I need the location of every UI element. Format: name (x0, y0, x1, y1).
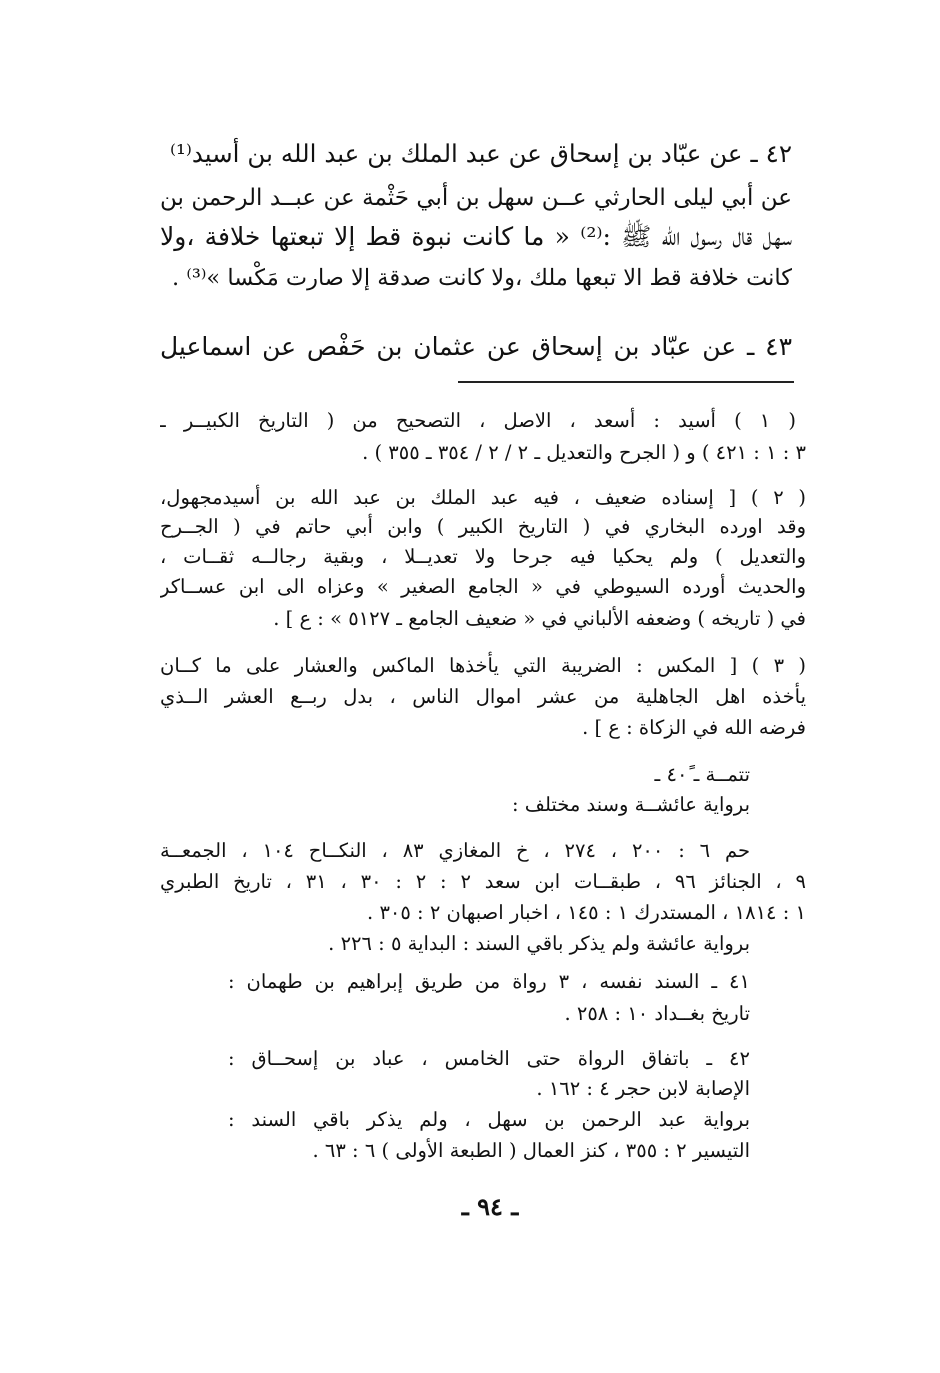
supplement-refs-line-3: ١ : ١٨١٤ ، المستدرك ١ : ١٤٥ ، اخبار اصبهان ٢ : ٣٠٥ . (367, 901, 806, 924)
page-number: ـ ٩٤ ـ (461, 1192, 519, 1221)
footnote-1-line-1: ( ١ ) أسيد : أسعد ، الاصل ، التصحيح من ( التاريخ الكبيــر ـ (160, 409, 796, 432)
hadith-42-line-4: كانت خلافة قط الا تبعها ملك ،ولا كانت صدقة إلا صارت مَكْسا »⁽³⁾ . (172, 265, 792, 291)
supplement-item-41-line-1: ٤١ً ـ السند نفسه ، ٣ رواة من طريق إبراهيم بن طهمان : (228, 970, 750, 993)
footnote-2-line-2: وقد اورده البخاري في ( التاريخ الكبير ) وابن أبي حاتم في ( الجــرح (160, 515, 806, 538)
supplement-refs-line-1: حم ٦ : ٢٠٠ ، ٢٧٤ ، خ المغازي ٨٣ ، النكــاح ١٠٤ ، الجمعــة (160, 839, 750, 862)
footnote-2-line-4: والحديث أورده السيوطي في « الجامع الصغير » وعزاه الى ابن عســاكر (160, 575, 806, 598)
hadith-43-line: ٤٣ً ـ عن عبّاد بن إسحاق عن عثمان بن حَفْص عن اسماعيل (160, 332, 792, 361)
footnote-3-line-3: فرضه الله في الزكاة : ع ] . (582, 716, 806, 739)
footnote-1-line-2: ٣ : ١ : ٤٢١ ) و ( الجرح والتعديل ـ ٢ / ٢ / ٣٥٤ ـ ٣٥٥ ) . (362, 441, 806, 464)
supplement-refs-line-4: برواية عائشة ولم يذكر باقي السند : البداية ٥ : ٢٢٦ . (328, 932, 750, 955)
hadith-42-line-2: عن أبي ليلى الحارثي عــن سهل بن أبي حَثْمة عن عبــد الرحمن بن (160, 185, 792, 211)
footnote-2-line-1: ( ٢ ) [ إسناده ضعيف ، فيه عبد الملك بن عبد الله بن أسيدمجهول، (160, 486, 806, 509)
supplement-item-41-line-2: تاريخ بغــداد ١٠ : ٢٥٨ . (564, 1002, 750, 1025)
footnote-3-line-2: يأخذه اهل الجاهلية من عشر اموال الناس ، بدل ربــع العشر الــذي (160, 685, 806, 708)
supplement-item-42-line-2: الإصابة لابن حجر ٤ : ١٦٢ . (536, 1077, 750, 1100)
footnote-3-line-1: ( ٣ ) [ المكس : الضريبة التي يأخذها الماكس والعشار على ما كــان (160, 654, 806, 677)
hadith-42-line-1: ٤٢ً ـ عن عبّاد بن إسحاق عن عبد الملك بن عبد الله بن أسيد⁽¹⁾ (170, 139, 792, 168)
footnote-2-line-5: في ( تاريخه ) وضعفه الألباني في « ضعيف الجامع ـ ٥١٢٧ » : ع ] . (273, 607, 806, 630)
supplement-heading: تتمــة ـ ٤٠ً ـ (654, 763, 750, 786)
supplement-item-42-line-1: ٤٢ً ـ باتفاق الرواة حتى الخامس ، عباد بن إسحــاق : (228, 1047, 750, 1070)
hadith-42-line-3: سهل قال رسول الله ﷺ :⁽²⁾ « ما كانت نبوة قط إلا تبعتها خلافة ،ولا (160, 222, 792, 251)
supplement-aisha-subheading: برواية عائشــة وسند مختلف : (512, 793, 750, 816)
footnote-2-line-3: والتعديل ) ولم يحكيا فيه جرحا ولا تعديــلا ، وبقية رجالــه ثقــات ، (160, 545, 806, 568)
footnote-separator (458, 381, 794, 383)
supplement-item-42-line-3: برواية عبد الرحمن بن سهل ، ولم يذكر باقي السند : (228, 1108, 750, 1131)
supplement-item-42-line-4: التيسير ٢ : ٣٥٥ ، كنز العمال ( الطبعة الأولى ) ٦ : ٦٣ . (312, 1139, 750, 1162)
supplement-refs-line-2: ٩ ، الجنائز ٩٦ ، طبقــات ابن سعد ٢ : ٢ : ٣٠ ، ٣١ ، تاريخ الطبري (160, 870, 806, 893)
